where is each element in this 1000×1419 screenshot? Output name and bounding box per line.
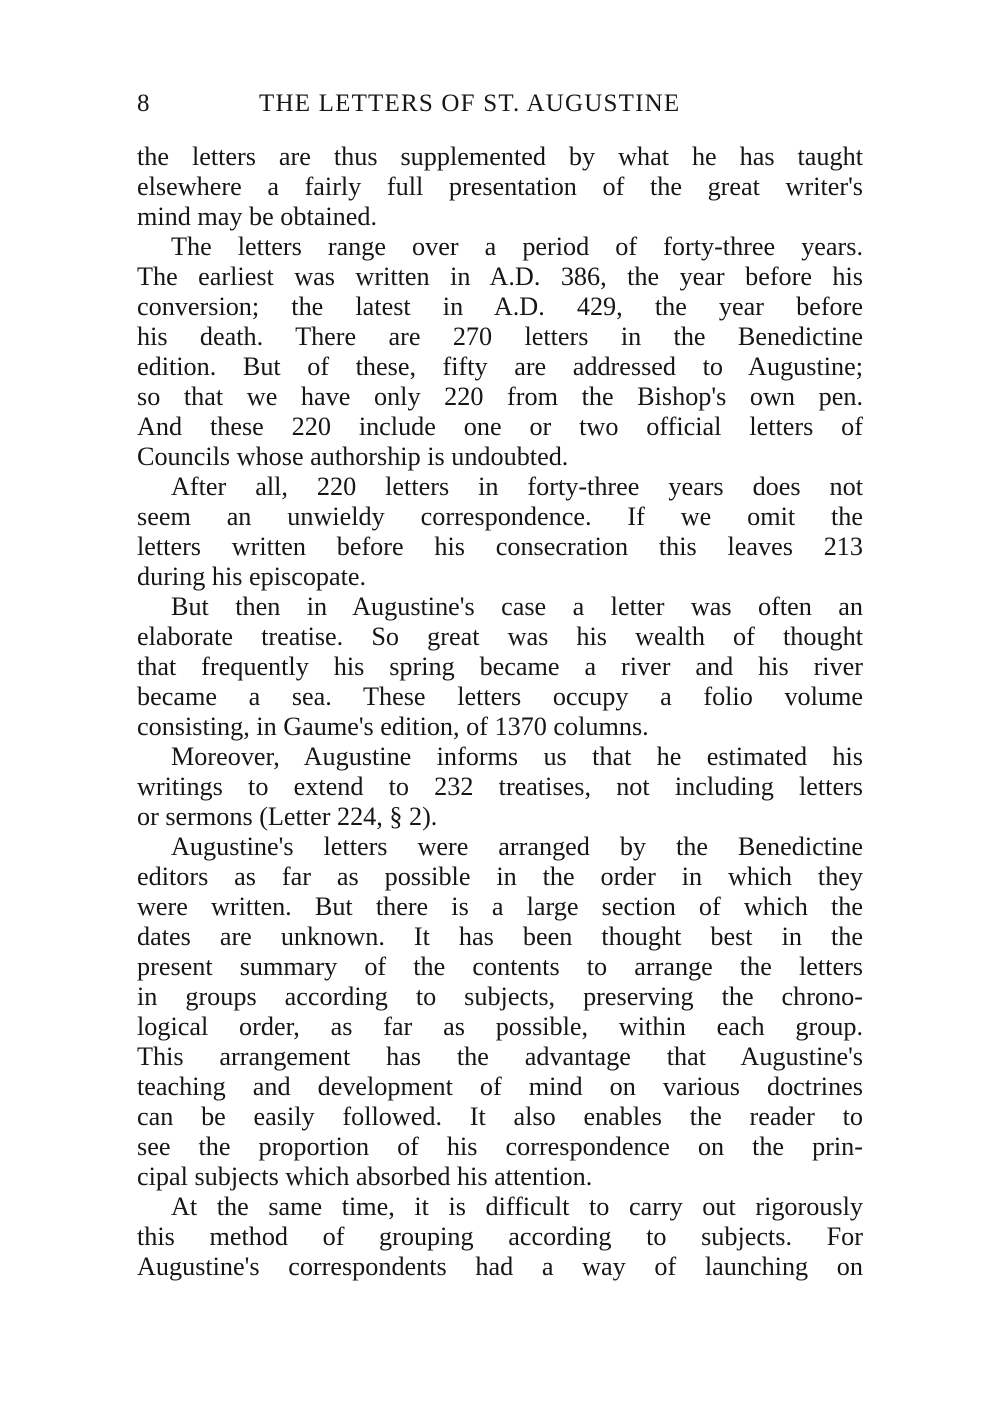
text-line: became a sea. These letters occupy a folio volume bbox=[137, 682, 863, 711]
running-head bbox=[137, 86, 863, 122]
text-line: mind may be obtained. bbox=[137, 202, 377, 231]
paragraph bbox=[137, 1192, 863, 1282]
text-line: were written. But there is a large section of which the bbox=[137, 892, 863, 921]
paragraph bbox=[137, 142, 863, 232]
paragraph bbox=[137, 832, 863, 1192]
paragraph bbox=[137, 472, 863, 592]
text-line: seem an unwieldy correspondence. If we omit the bbox=[137, 502, 863, 531]
text-line: Councils whose authorship is undoubted. bbox=[137, 442, 569, 471]
text-line: Moreover, Augustine informs us that he estimated his bbox=[171, 742, 863, 771]
paragraph bbox=[137, 232, 863, 472]
text-line: his death. There are 270 letters in the Benedictine bbox=[137, 322, 863, 351]
text-line: see the proportion of his correspondence on the prin- bbox=[137, 1132, 863, 1161]
text-line: This arrangement has the advantage that Augustine's bbox=[137, 1042, 863, 1071]
text-line: edition. But of these, fifty are addressed to Augustine; bbox=[137, 352, 863, 381]
running-title: THE LETTERS OF ST. AUGUSTINE bbox=[259, 90, 681, 117]
text-line: dates are unknown. It has been thought best in the bbox=[137, 922, 863, 951]
text-line: or sermons (Letter 224, § 2). bbox=[137, 802, 438, 831]
text-line: in groups according to subjects, preserving the chrono- bbox=[137, 982, 863, 1011]
text-line: elsewhere a fairly full presentation of the great writer's bbox=[137, 172, 863, 201]
text-line: Augustine's letters were arranged by the Benedictine bbox=[171, 832, 863, 861]
text-line: can be easily followed. It also enables the reader to bbox=[137, 1102, 863, 1131]
page-number: 8 bbox=[137, 90, 150, 117]
text-line: teaching and development of mind on various doctrines bbox=[137, 1072, 863, 1101]
text-line: logical order, as far as possible, within each group. bbox=[137, 1012, 863, 1041]
text-line: consisting, in Gaume's edition, of 1370 columns. bbox=[137, 712, 649, 741]
text-line: At the same time, it is difficult to carry out rigorously bbox=[171, 1192, 863, 1221]
paragraph bbox=[137, 592, 863, 742]
paragraph bbox=[137, 742, 863, 832]
text-line: cipal subjects which absorbed his attention. bbox=[137, 1162, 593, 1191]
text-line: elaborate treatise. So great was his wealth of thought bbox=[137, 622, 863, 651]
text-line: during his episcopate. bbox=[137, 562, 367, 591]
text-line: that frequently his spring became a river and his river bbox=[137, 652, 863, 681]
text-line: conversion; the latest in A.D. 429, the year before bbox=[137, 292, 863, 321]
text-line: The letters range over a period of forty-three years. bbox=[171, 232, 863, 261]
text-line: writings to extend to 232 treatises, not including letters bbox=[137, 772, 863, 801]
text-line: But then in Augustine's case a letter was often an bbox=[171, 592, 863, 621]
text-line: letters written before his consecration this leaves 213 bbox=[137, 532, 863, 561]
text-line: The earliest was written in A.D. 386, the year before his bbox=[137, 262, 863, 291]
text-line: present summary of the contents to arrange the letters bbox=[137, 952, 863, 981]
text-line: the letters are thus supplemented by what he has taught bbox=[137, 142, 863, 171]
text-line: After all, 220 letters in forty-three years does not bbox=[171, 472, 863, 501]
text-line: editors as far as possible in the order in which they bbox=[137, 862, 863, 891]
text-line: this method of grouping according to subjects. For bbox=[137, 1222, 863, 1251]
text-line: And these 220 include one or two official letters of bbox=[137, 412, 863, 441]
text-line: so that we have only 220 from the Bishop's own pen. bbox=[137, 382, 863, 411]
text-line: Augustine's correspondents had a way of launching on bbox=[137, 1252, 863, 1281]
body-text bbox=[137, 142, 863, 1282]
